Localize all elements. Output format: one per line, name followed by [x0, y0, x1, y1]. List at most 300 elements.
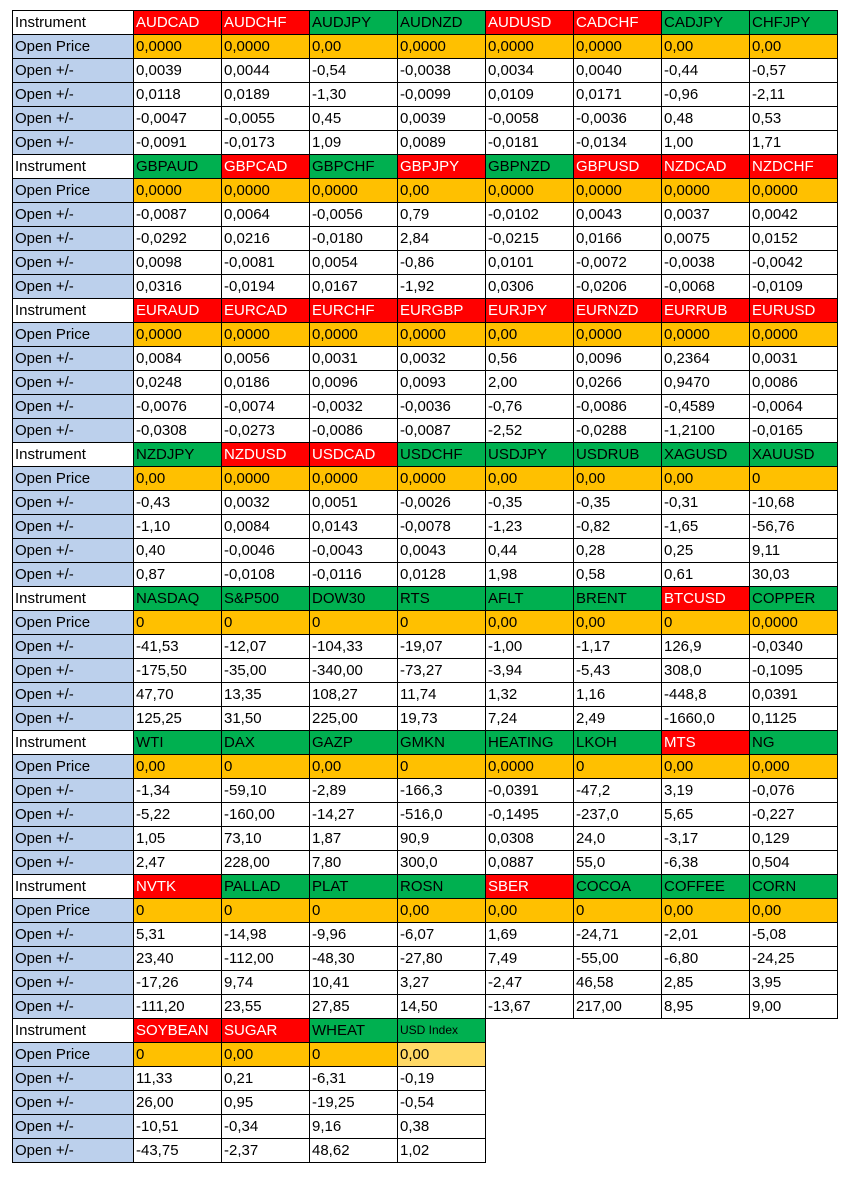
instrument-cell: RTS [398, 587, 486, 611]
delta-row [13, 251, 838, 275]
open-price-label: Open Price [13, 179, 134, 203]
delta-cell: 0,0152 [750, 227, 838, 251]
instrument-row [13, 731, 838, 755]
delta-row [13, 539, 838, 563]
delta-cell: -0,0087 [134, 203, 222, 227]
delta-cell: 0,0887 [486, 851, 574, 875]
instrument-cell: PALLAD [222, 875, 310, 899]
delta-cell: -2,47 [486, 971, 574, 995]
empty-cell [574, 1091, 662, 1115]
open-price-label: Open Price [13, 467, 134, 491]
delta-label: Open +/- [13, 419, 134, 443]
instrument-cell: SUGAR [222, 1019, 310, 1043]
delta-cell: -0,54 [398, 1091, 486, 1115]
delta-cell: 0,53 [750, 107, 838, 131]
delta-cell: -0,0099 [398, 83, 486, 107]
instrument-cell: AUDNZD [398, 11, 486, 35]
open-price-cell: 0,0000 [222, 35, 310, 59]
delta-cell: 2,49 [574, 707, 662, 731]
price-table [12, 10, 838, 1163]
delta-label: Open +/- [13, 971, 134, 995]
delta-cell: 23,55 [222, 995, 310, 1019]
instrument-cell: BTCUSD [662, 587, 750, 611]
delta-cell: 11,74 [398, 683, 486, 707]
delta-label: Open +/- [13, 371, 134, 395]
delta-cell: -0,0078 [398, 515, 486, 539]
delta-label: Open +/- [13, 1139, 134, 1163]
delta-cell: 0,0084 [222, 515, 310, 539]
delta-cell: 0,9470 [662, 371, 750, 395]
delta-cell: -5,43 [574, 659, 662, 683]
open-price-cell: 0 [398, 611, 486, 635]
open-price-cell: 0 [222, 611, 310, 635]
instrument-row [13, 155, 838, 179]
open-price-label: Open Price [13, 35, 134, 59]
open-price-cell: 0,00 [398, 899, 486, 923]
delta-cell: 0,129 [750, 827, 838, 851]
delta-cell: -0,0046 [222, 539, 310, 563]
delta-cell: -0,0215 [486, 227, 574, 251]
open-price-cell: 0,0000 [574, 35, 662, 59]
delta-label: Open +/- [13, 995, 134, 1019]
delta-label: Open +/- [13, 347, 134, 371]
delta-cell: 7,80 [310, 851, 398, 875]
empty-cell [662, 1091, 750, 1115]
delta-cell: -2,11 [750, 83, 838, 107]
open-price-label: Open Price [13, 323, 134, 347]
empty-cell [662, 1139, 750, 1163]
instrument-cell: DAX [222, 731, 310, 755]
open-price-label: Open Price [13, 1043, 134, 1067]
delta-cell: 0,28 [574, 539, 662, 563]
delta-cell: -73,27 [398, 659, 486, 683]
delta-cell: -13,67 [486, 995, 574, 1019]
open-price-cell: 0,000 [750, 755, 838, 779]
delta-cell: -1,30 [310, 83, 398, 107]
instrument-cell: EURJPY [486, 299, 574, 323]
delta-row [13, 83, 838, 107]
delta-cell: 3,19 [662, 779, 750, 803]
instrument-cell: NZDCAD [662, 155, 750, 179]
instrument-cell: MTS [662, 731, 750, 755]
delta-cell: -166,3 [398, 779, 486, 803]
delta-cell: 47,70 [134, 683, 222, 707]
delta-label: Open +/- [13, 275, 134, 299]
empty-cell [486, 1139, 574, 1163]
instrument-cell: WHEAT [310, 1019, 398, 1043]
instrument-cell: EURCHF [310, 299, 398, 323]
delta-row [13, 971, 838, 995]
instrument-cell: EURGBP [398, 299, 486, 323]
delta-cell: -1,92 [398, 275, 486, 299]
delta-cell: 0,0032 [398, 347, 486, 371]
delta-cell: 2,84 [398, 227, 486, 251]
open-price-cell: 0,00 [662, 35, 750, 59]
delta-cell: 1,87 [310, 827, 398, 851]
instrument-cell: EURAUD [134, 299, 222, 323]
delta-cell: -0,96 [662, 83, 750, 107]
delta-cell: 0,0034 [486, 59, 574, 83]
open-price-cell: 0,0000 [310, 467, 398, 491]
delta-row [13, 491, 838, 515]
delta-row [13, 923, 838, 947]
delta-row [13, 707, 838, 731]
empty-cell [750, 1091, 838, 1115]
instrument-label: Instrument [13, 299, 134, 323]
open-price-cell: 0,00 [662, 755, 750, 779]
delta-cell: -0,0109 [750, 275, 838, 299]
open-price-cell: 0,0000 [222, 467, 310, 491]
delta-row [13, 995, 838, 1019]
instrument-cell: SOYBEAN [134, 1019, 222, 1043]
delta-cell: 3,95 [750, 971, 838, 995]
delta-row [13, 683, 838, 707]
delta-cell: 0,0093 [398, 371, 486, 395]
delta-cell: 0,0306 [486, 275, 574, 299]
delta-row [13, 827, 838, 851]
delta-cell: 0,45 [310, 107, 398, 131]
delta-cell: -48,30 [310, 947, 398, 971]
instrument-cell: GBPUSD [574, 155, 662, 179]
instrument-cell: CADCHF [574, 11, 662, 35]
delta-cell: 8,95 [662, 995, 750, 1019]
delta-cell: 24,0 [574, 827, 662, 851]
delta-cell: -0,0072 [574, 251, 662, 275]
delta-cell: -0,0056 [310, 203, 398, 227]
open-price-cell: 0,00 [310, 755, 398, 779]
delta-cell: 0,0075 [662, 227, 750, 251]
delta-cell: 23,40 [134, 947, 222, 971]
instrument-cell: WTI [134, 731, 222, 755]
delta-cell: 0,21 [222, 1067, 310, 1091]
instrument-cell: NZDJPY [134, 443, 222, 467]
delta-cell: 0,0098 [134, 251, 222, 275]
delta-cell: 0,0101 [486, 251, 574, 275]
delta-cell: 0,0039 [134, 59, 222, 83]
delta-row [13, 1139, 838, 1163]
delta-label: Open +/- [13, 395, 134, 419]
delta-cell: 0,0054 [310, 251, 398, 275]
delta-label: Open +/- [13, 131, 134, 155]
instrument-cell: AUDCAD [134, 11, 222, 35]
open-price-cell: 0,00 [574, 467, 662, 491]
delta-cell: 46,58 [574, 971, 662, 995]
open-price-row [13, 323, 838, 347]
delta-cell: 0,0143 [310, 515, 398, 539]
empty-cell [750, 1043, 838, 1067]
open-price-cell: 0 [134, 899, 222, 923]
delta-cell: -55,00 [574, 947, 662, 971]
delta-cell: -2,89 [310, 779, 398, 803]
delta-cell: 0,0109 [486, 83, 574, 107]
empty-cell [574, 1115, 662, 1139]
delta-cell: 0,2364 [662, 347, 750, 371]
delta-cell: 9,16 [310, 1115, 398, 1139]
open-price-cell: 0 [310, 611, 398, 635]
delta-cell: 0,0089 [398, 131, 486, 155]
delta-cell: 2,00 [486, 371, 574, 395]
delta-row [13, 107, 838, 131]
open-price-cell: 0,0000 [310, 179, 398, 203]
instrument-cell: NASDAQ [134, 587, 222, 611]
delta-cell: -6,07 [398, 923, 486, 947]
delta-cell: 0,0096 [574, 347, 662, 371]
instrument-cell: EURRUB [662, 299, 750, 323]
delta-cell: 0,58 [574, 563, 662, 587]
delta-row [13, 59, 838, 83]
instrument-cell: HEATING [486, 731, 574, 755]
instrument-cell: NG [750, 731, 838, 755]
delta-cell: 0,0051 [310, 491, 398, 515]
delta-cell: 5,31 [134, 923, 222, 947]
delta-cell: 0,0171 [574, 83, 662, 107]
open-price-cell: 0 [222, 755, 310, 779]
delta-cell: -0,1095 [750, 659, 838, 683]
open-price-cell: 0,00 [222, 1043, 310, 1067]
delta-cell: -1,34 [134, 779, 222, 803]
delta-cell: 73,10 [222, 827, 310, 851]
delta-cell: -0,44 [662, 59, 750, 83]
delta-cell: 13,35 [222, 683, 310, 707]
empty-cell [750, 1067, 838, 1091]
empty-cell [750, 1115, 838, 1139]
instrument-cell: AUDCHF [222, 11, 310, 35]
delta-cell: 55,0 [574, 851, 662, 875]
delta-cell: 308,0 [662, 659, 750, 683]
delta-cell: -10,68 [750, 491, 838, 515]
delta-cell: 0,87 [134, 563, 222, 587]
delta-cell: -340,00 [310, 659, 398, 683]
delta-cell: -14,27 [310, 803, 398, 827]
open-price-cell: 0 [310, 1043, 398, 1067]
delta-label: Open +/- [13, 491, 134, 515]
delta-cell: -0,35 [574, 491, 662, 515]
delta-row [13, 131, 838, 155]
empty-cell [574, 1019, 662, 1043]
empty-cell [750, 1139, 838, 1163]
instrument-cell: AUDJPY [310, 11, 398, 35]
delta-cell: 90,9 [398, 827, 486, 851]
open-price-cell: 0 [750, 467, 838, 491]
open-price-cell: 0,0000 [134, 323, 222, 347]
delta-cell: -0,76 [486, 395, 574, 419]
delta-cell: 0,0037 [662, 203, 750, 227]
delta-cell: -0,0288 [574, 419, 662, 443]
delta-cell: -17,26 [134, 971, 222, 995]
delta-cell: -0,57 [750, 59, 838, 83]
delta-label: Open +/- [13, 107, 134, 131]
delta-cell: 10,41 [310, 971, 398, 995]
instrument-cell: USD Index [398, 1019, 486, 1043]
delta-label: Open +/- [13, 1115, 134, 1139]
instrument-cell: GAZP [310, 731, 398, 755]
delta-row [13, 347, 838, 371]
delta-row [13, 419, 838, 443]
open-price-label: Open Price [13, 611, 134, 635]
delta-label: Open +/- [13, 515, 134, 539]
delta-label: Open +/- [13, 827, 134, 851]
delta-cell: 9,00 [750, 995, 838, 1019]
delta-cell: -0,0064 [750, 395, 838, 419]
instrument-cell: CHFJPY [750, 11, 838, 35]
delta-cell: -2,01 [662, 923, 750, 947]
delta-cell: -0,0108 [222, 563, 310, 587]
delta-cell: 0,0086 [750, 371, 838, 395]
delta-row [13, 779, 838, 803]
instrument-cell: LKOH [574, 731, 662, 755]
delta-cell: -0,31 [662, 491, 750, 515]
instrument-cell: GBPJPY [398, 155, 486, 179]
instrument-label: Instrument [13, 155, 134, 179]
delta-row [13, 371, 838, 395]
delta-cell: 5,65 [662, 803, 750, 827]
delta-cell: -0,86 [398, 251, 486, 275]
instrument-cell: COFFEE [662, 875, 750, 899]
open-price-cell: 0,0000 [134, 179, 222, 203]
open-price-cell: 0,00 [134, 755, 222, 779]
delta-cell: 0,504 [750, 851, 838, 875]
delta-row [13, 563, 838, 587]
instrument-cell: COCOA [574, 875, 662, 899]
delta-row [13, 851, 838, 875]
open-price-cell: 0,0000 [750, 323, 838, 347]
instrument-cell: USDJPY [486, 443, 574, 467]
delta-cell: 19,73 [398, 707, 486, 731]
delta-row [13, 635, 838, 659]
instrument-label: Instrument [13, 1019, 134, 1043]
open-price-row [13, 35, 838, 59]
delta-cell: 1,71 [750, 131, 838, 155]
delta-cell: -1,00 [486, 635, 574, 659]
delta-cell: -0,0055 [222, 107, 310, 131]
delta-row [13, 227, 838, 251]
instrument-cell: GBPAUD [134, 155, 222, 179]
delta-cell: 0,0096 [310, 371, 398, 395]
delta-cell: -0,1495 [486, 803, 574, 827]
delta-cell: 1,09 [310, 131, 398, 155]
open-price-cell: 0,0000 [222, 323, 310, 347]
delta-label: Open +/- [13, 923, 134, 947]
delta-label: Open +/- [13, 251, 134, 275]
delta-cell: 0,0043 [398, 539, 486, 563]
delta-label: Open +/- [13, 59, 134, 83]
open-price-cell: 0,00 [398, 1043, 486, 1067]
delta-cell: -14,98 [222, 923, 310, 947]
delta-cell: -0,0116 [310, 563, 398, 587]
empty-cell [486, 1043, 574, 1067]
delta-cell: 0,48 [662, 107, 750, 131]
delta-cell: -47,2 [574, 779, 662, 803]
open-price-cell: 0 [134, 611, 222, 635]
instrument-label: Instrument [13, 875, 134, 899]
instrument-cell: S&P500 [222, 587, 310, 611]
instrument-cell: USDCHF [398, 443, 486, 467]
instrument-row [13, 299, 838, 323]
instrument-cell: XAGUSD [662, 443, 750, 467]
delta-cell: -19,25 [310, 1091, 398, 1115]
open-price-cell: 0,00 [750, 899, 838, 923]
delta-label: Open +/- [13, 803, 134, 827]
empty-cell [662, 1043, 750, 1067]
delta-cell: -0,0042 [750, 251, 838, 275]
delta-label: Open +/- [13, 227, 134, 251]
delta-cell: 228,00 [222, 851, 310, 875]
delta-cell: -0,34 [222, 1115, 310, 1139]
delta-cell: -175,50 [134, 659, 222, 683]
instrument-cell: SBER [486, 875, 574, 899]
delta-cell: 0,25 [662, 539, 750, 563]
open-price-cell: 0,0000 [398, 35, 486, 59]
instrument-label: Instrument [13, 731, 134, 755]
delta-cell: -19,07 [398, 635, 486, 659]
delta-cell: -6,80 [662, 947, 750, 971]
delta-cell: 0,0166 [574, 227, 662, 251]
delta-cell: -0,82 [574, 515, 662, 539]
open-price-cell: 0,0000 [662, 179, 750, 203]
delta-cell: 0,40 [134, 539, 222, 563]
delta-cell: -12,07 [222, 635, 310, 659]
delta-cell: 1,69 [486, 923, 574, 947]
delta-cell: -0,0058 [486, 107, 574, 131]
delta-cell: -24,71 [574, 923, 662, 947]
delta-cell: -1,10 [134, 515, 222, 539]
instrument-row [13, 587, 838, 611]
delta-row [13, 515, 838, 539]
instrument-cell: ROSN [398, 875, 486, 899]
delta-cell: -3,17 [662, 827, 750, 851]
delta-label: Open +/- [13, 947, 134, 971]
delta-cell: 26,00 [134, 1091, 222, 1115]
delta-cell: 0,0039 [398, 107, 486, 131]
delta-cell: 31,50 [222, 707, 310, 731]
delta-cell: 126,9 [662, 635, 750, 659]
delta-cell: 3,27 [398, 971, 486, 995]
delta-cell: -24,25 [750, 947, 838, 971]
delta-cell: -0,0038 [662, 251, 750, 275]
delta-row [13, 395, 838, 419]
delta-cell: 0,0031 [310, 347, 398, 371]
delta-cell: 300,0 [398, 851, 486, 875]
open-price-cell: 0,00 [134, 467, 222, 491]
instrument-row [13, 443, 838, 467]
delta-cell: -1,2100 [662, 419, 750, 443]
open-price-cell: 0,00 [486, 467, 574, 491]
open-price-cell: 0,0000 [662, 323, 750, 347]
delta-cell: -0,54 [310, 59, 398, 83]
delta-label: Open +/- [13, 851, 134, 875]
delta-cell: 0,0118 [134, 83, 222, 107]
delta-cell: -0,0308 [134, 419, 222, 443]
delta-cell: -0,0091 [134, 131, 222, 155]
delta-row [13, 947, 838, 971]
delta-cell: -3,94 [486, 659, 574, 683]
delta-cell: -0,0038 [398, 59, 486, 83]
delta-cell: 0,0042 [750, 203, 838, 227]
delta-cell: -0,0086 [310, 419, 398, 443]
instrument-cell: GBPCAD [222, 155, 310, 179]
open-price-cell: 0,0000 [398, 467, 486, 491]
instrument-cell: USDRUB [574, 443, 662, 467]
delta-cell: -0,0180 [310, 227, 398, 251]
delta-cell: -104,33 [310, 635, 398, 659]
delta-cell: -0,0087 [398, 419, 486, 443]
delta-label: Open +/- [13, 539, 134, 563]
delta-label: Open +/- [13, 683, 134, 707]
delta-cell: -2,52 [486, 419, 574, 443]
delta-cell: -160,00 [222, 803, 310, 827]
open-price-cell: 0,00 [398, 179, 486, 203]
delta-cell: -0,0081 [222, 251, 310, 275]
